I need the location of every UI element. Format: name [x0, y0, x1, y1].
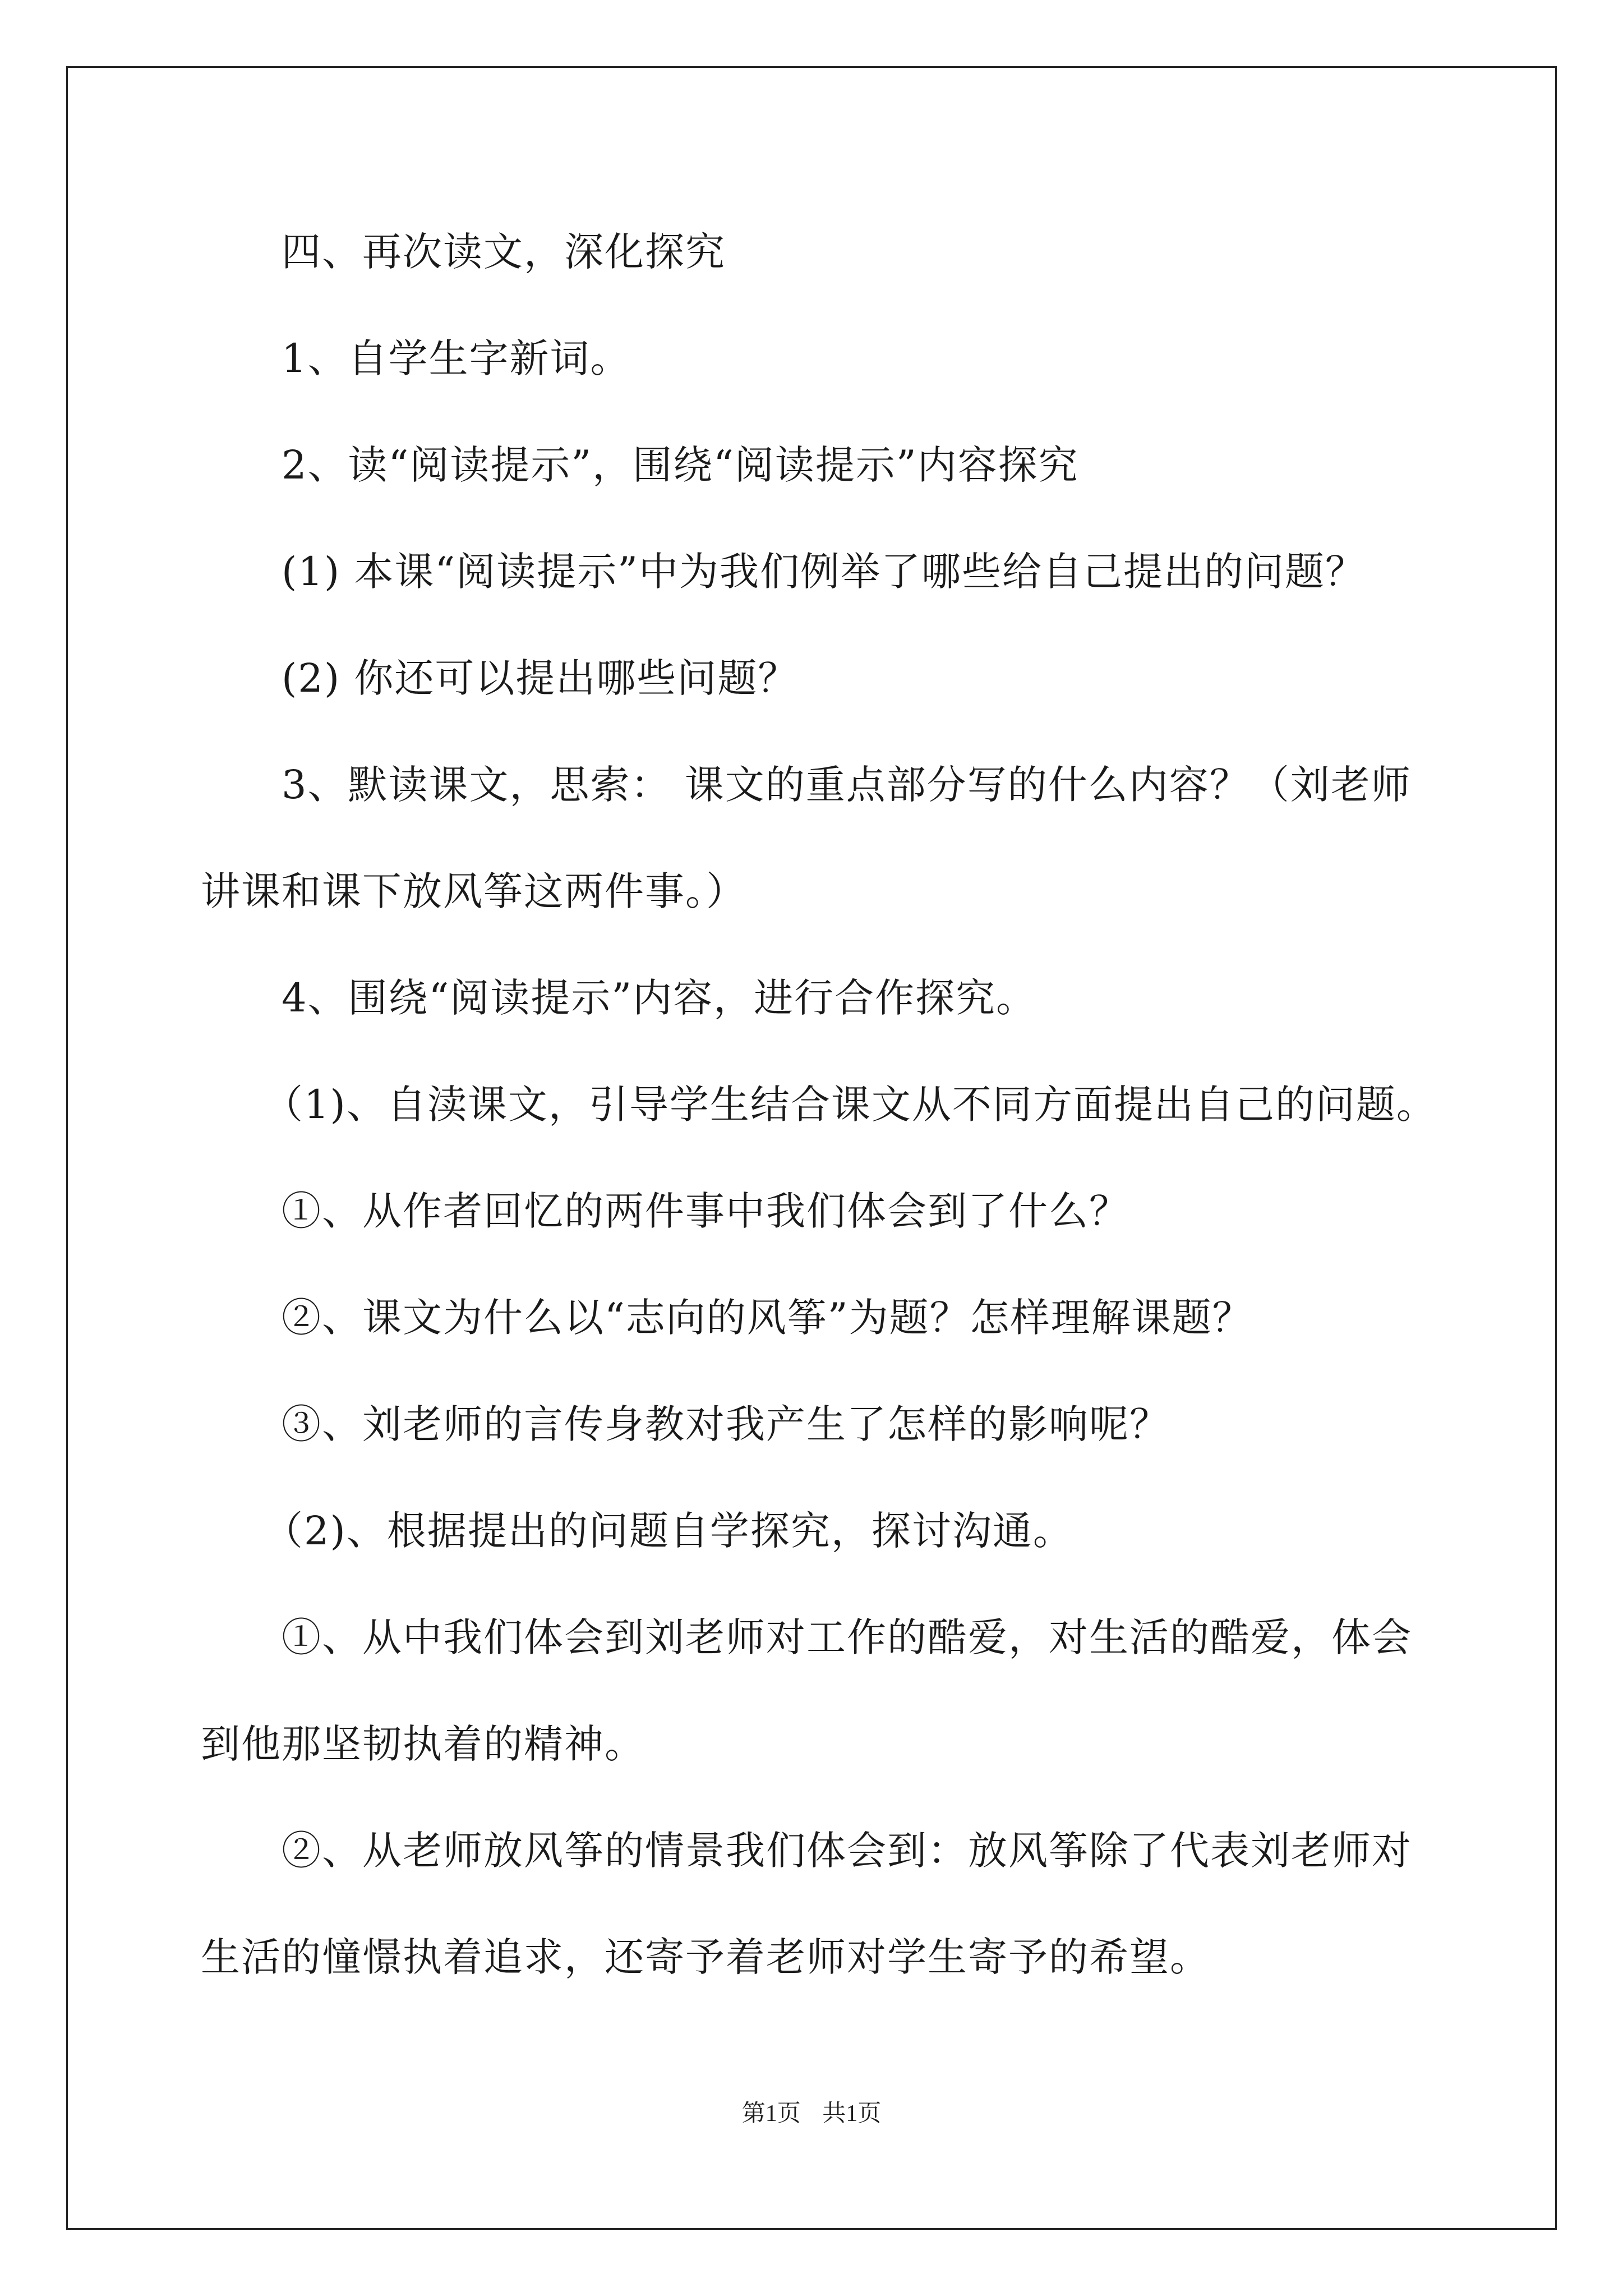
paragraph: ③、刘老师的言传身教对我产生了怎样的影响呢？: [282, 1401, 1170, 1447]
page-number-current: 第1页: [741, 2101, 801, 2127]
paragraph-continuation: 到他那坚韧执着的精神。: [201, 1721, 645, 1767]
paragraph: 1、自学生字新词。: [282, 335, 631, 381]
paragraph: 2、读“阅读提示”，围绕“阅读提示”内容探究: [282, 442, 1079, 488]
page-number-total: 共1页: [822, 2101, 882, 2127]
paragraph: ②、从老师放风筝的情景我们体会到：放风筝除了代表刘老师对: [282, 1828, 1412, 1874]
paragraph: ①、从作者回忆的两件事中我们体会到了什么？: [282, 1188, 1129, 1234]
paragraph-continuation: 生活的憧憬执着追求，还寄予着老师对学生寄予的希望。: [201, 1934, 1210, 1980]
paragraph: 4、围绕“阅读提示”内容，进行合作探究。: [282, 975, 1037, 1021]
paragraph: (2) 你还可以提出哪些问题？: [282, 655, 799, 701]
paragraph: （1)、自渎课文，引导学生结合课文从不同方面提出自己的问题。: [264, 1082, 1437, 1128]
paragraph-continuation: 讲课和课下放风筝这两件事。）: [201, 868, 746, 914]
paragraph: （2)、根据提出的问题自学探究，探讨沟通。: [264, 1508, 1073, 1554]
section-heading: 四、再次读文，深化探究: [282, 229, 726, 275]
paragraph: ①、从中我们体会到刘老师对工作的酷爱，对生活的酷爱，体会: [282, 1614, 1412, 1660]
page-footer: [0, 2097, 1623, 2131]
paragraph: ②、课文为什么以“志向的风筝”为题？怎样理解课题？: [282, 1295, 1253, 1341]
paragraph: 3、默读课文，思索： 课文的重点部分写的什么内容？（刘老师: [282, 762, 1412, 808]
paragraph: (1) 本课“阅读提示”中为我们例举了哪些给自己提出的问题？: [282, 549, 1366, 595]
